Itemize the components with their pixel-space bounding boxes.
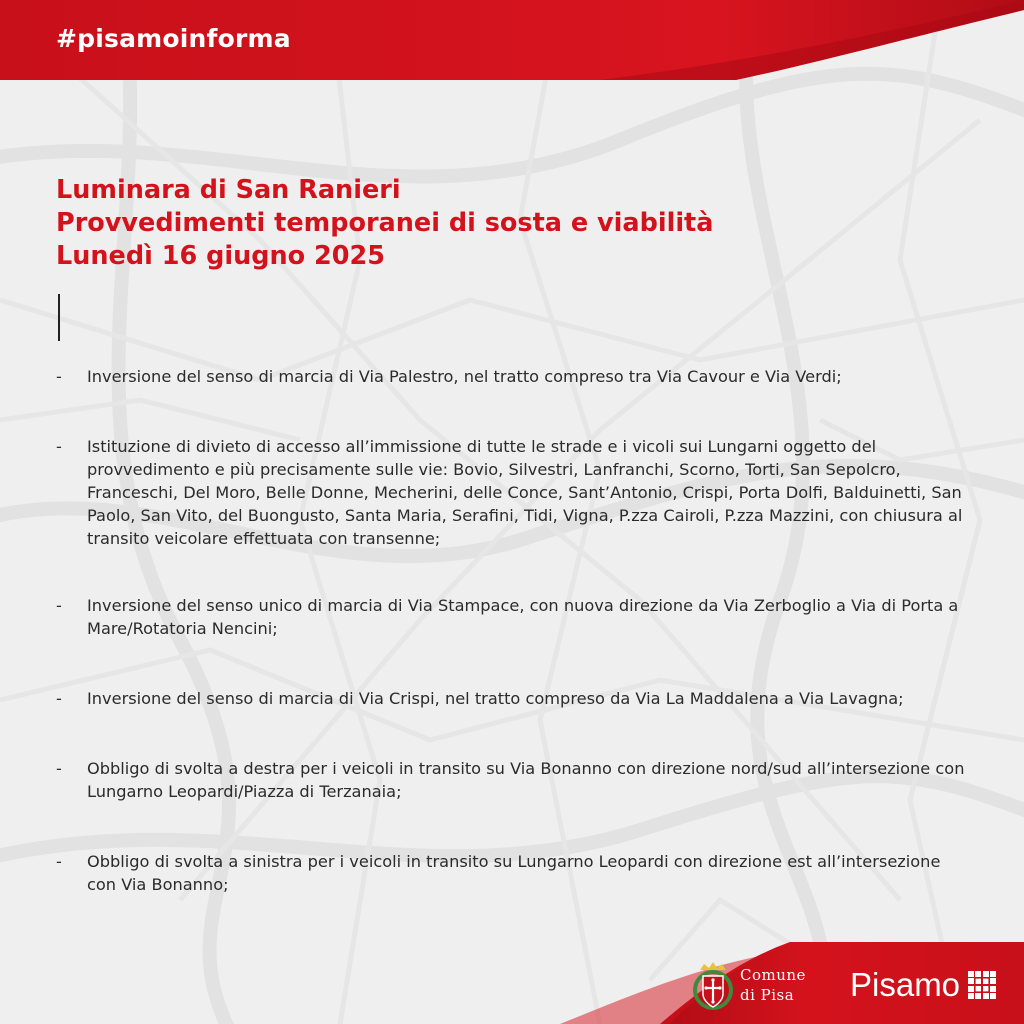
hashtag-label: #pisamoinforma	[56, 24, 291, 53]
page-title	[56, 174, 713, 273]
title-line-event: Luminara di San Ranieri	[56, 175, 401, 205]
list-dash: -	[56, 596, 62, 615]
list-dash: -	[56, 759, 62, 778]
list-dash: -	[56, 367, 62, 386]
list-item-text: Inversione del senso di marcia di Via Crispi, nel tratto compreso da Via La Maddalena a Via Lavagna;	[87, 689, 904, 708]
list-item-text: Inversione del senso di marcia di Via Palestro, nel tratto compreso tra Via Cavour e Via Verdi;	[87, 367, 842, 386]
list-dash: -	[56, 437, 62, 456]
list-item	[56, 365, 966, 388]
comune-city: di Pisa	[740, 986, 795, 1004]
list-item	[56, 687, 966, 710]
title-line-subject: Provvedimenti temporanei di sosta e viabilità	[56, 208, 714, 238]
comune-name: Comune	[740, 966, 806, 984]
list-item	[56, 757, 966, 803]
pisamo-logo-text: Pisamo	[850, 966, 961, 1003]
pisamo-grid-icon	[967, 970, 997, 1000]
divider-bar	[58, 294, 60, 341]
list-item-text: Istituzione di divieto di accesso all’immissione di tutte le strade e i vicoli sui Lungarni oggetto del provvedimento e più precisamente sulle vie: Bovio, Silvestri, Lanfranchi, Scorno, Torti, San Sepolcro, Franceschi, Del Moro, Belle Donne, Mecherini, delle Conce, Sant’Antonio, Crispi, Porta Dolfi, Balduinetti, San Paolo, San Vito, del Buongusto, Santa Maria, Serafini, Tidi, Vigna, P.zza Cairoli, P.zza Mazzini, con chiusura al transito veicolare effettuata con transenne;	[87, 437, 963, 548]
list-item-text: Obbligo di svolta a destra per i veicoli in transito su Via Bonanno con direzione nord/sud all’intersezione con Lungarno Leopardi/Piazza di Terzanaia;	[87, 759, 965, 801]
list-dash: -	[56, 852, 62, 871]
title-line-date: Lunedì 16 giugno 2025	[56, 241, 386, 271]
measures-list	[56, 365, 966, 943]
list-item	[56, 435, 966, 550]
list-item	[56, 850, 966, 896]
list-item-text: Obbligo di svolta a sinistra per i veicoli in transito su Lungarno Leopardi con direzione est all’intersezione con Via Bonanno;	[87, 852, 941, 894]
list-item	[56, 594, 966, 640]
pisa-coat-of-arms-icon	[692, 960, 734, 1012]
list-dash: -	[56, 689, 62, 708]
list-item-text: Inversione del senso unico di marcia di Via Stampace, con nuova direzione da Via Zerboglio a Via di Porta a Mare/Rotatoria Nencini;	[87, 596, 959, 638]
